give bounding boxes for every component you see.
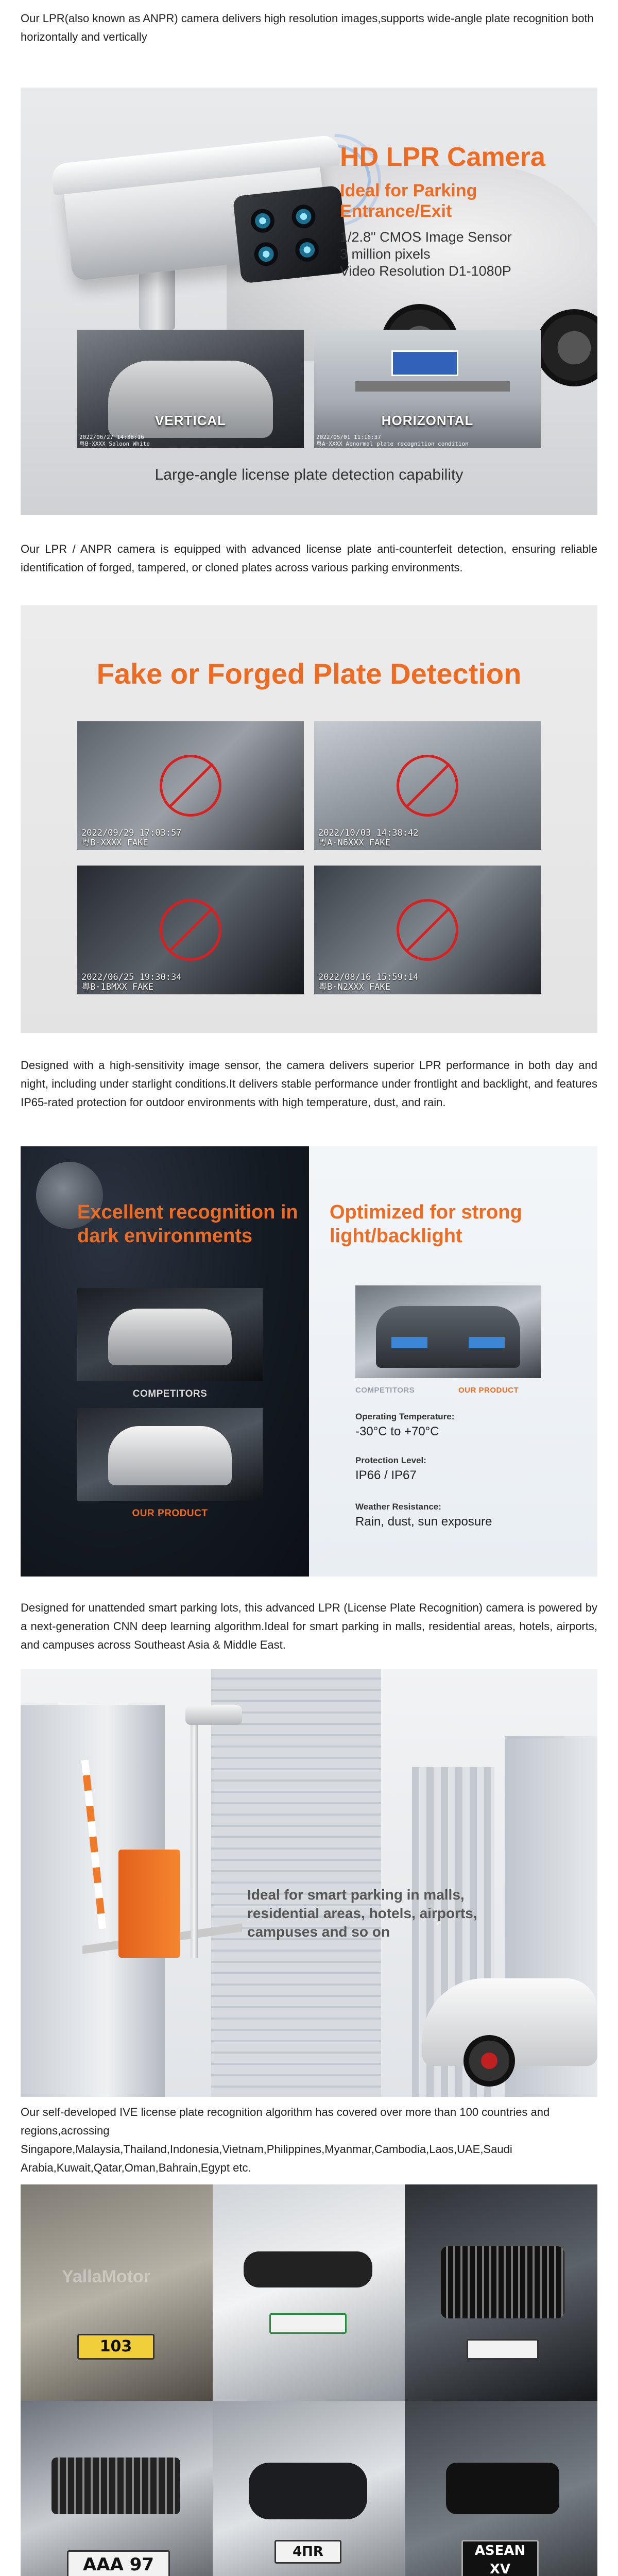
banner-title: Fake or Forged Plate Detection bbox=[96, 657, 522, 690]
car-wheel-image bbox=[464, 2035, 515, 2087]
fake-plate-detection-banner bbox=[21, 605, 597, 1033]
plate-grid-banner bbox=[21, 2184, 597, 2576]
license-plate: ASEAN XV bbox=[461, 2540, 539, 2576]
intro-paragraph-4: Designed for unattended smart parking lots, this advanced LPR (License Plate Recognition) camera is powered by a next-generation CNN deep learning algorithm.Ideal for smart parking in malls, residential areas, hotels, airports, and campuses across Southeast Asia & Middle East. bbox=[21, 1601, 597, 1651]
dark-environment-panel bbox=[21, 1146, 309, 1577]
coverage-line: Our self-developed IVE license plate recognition algorithm has covered over more than 100 countries and regions,acrossing bbox=[21, 2106, 550, 2137]
building-image bbox=[211, 1669, 381, 2097]
license-plate: 4ПR bbox=[274, 2540, 341, 2564]
timestamp: 2022/06/25 19:30:34 粤B·1BMXX FAKE bbox=[81, 972, 182, 992]
camera-pole-image bbox=[191, 1710, 198, 1958]
timestamp: 2022/08/16 15:59:14 粤B·N2XXX FAKE bbox=[318, 972, 419, 992]
banner-caption: Large-angle license plate detection capability bbox=[154, 466, 464, 483]
fake-plate-photo bbox=[314, 866, 541, 994]
car-photo bbox=[213, 2184, 405, 2401]
fake-plate-photo bbox=[77, 866, 304, 994]
license-plate bbox=[269, 2313, 347, 2334]
car-image bbox=[108, 1309, 232, 1365]
timestamp: 2022/05/01 11:16:37 粤A·XXXX Abnormal plate recognition condition bbox=[316, 434, 469, 447]
spec-value: -30°C to +70°C bbox=[355, 1425, 439, 1438]
backlight-panel bbox=[309, 1146, 597, 1577]
timestamp: 2022/06/27 14:38:16 粤B·XXXX Saloon White bbox=[79, 434, 150, 447]
competitors-label: COMPETITORS bbox=[355, 1386, 415, 1395]
license-plate bbox=[467, 2339, 539, 2360]
intro-paragraph-3: Designed with a high-sensitivity image sensor, the camera delivers superior LPR performance in both day and night, including under starlight conditions.It delivers stable performance under frontlight and backlight, and features IP65-rated protection for outdoor environments with high temperature, dust, and rain. bbox=[21, 1059, 597, 1109]
watermark-text: YallaMotor bbox=[62, 2267, 150, 2286]
car-grille-image bbox=[244, 2251, 372, 2287]
dark-heading: Excellent recognition in dark environments bbox=[77, 1201, 298, 1247]
prohibited-icon bbox=[397, 755, 458, 817]
prohibited-icon bbox=[160, 755, 221, 817]
spec-value: Rain, dust, sun exposure bbox=[355, 1515, 492, 1529]
banner-subtitle: Ideal for Parking Entrance/Exit bbox=[340, 181, 477, 221]
backlight-heading: Optimized for strong light/backlight bbox=[330, 1201, 522, 1247]
camera-image bbox=[185, 1705, 242, 1725]
camera-lens-icon bbox=[294, 237, 320, 263]
smart-parking-banner bbox=[21, 1669, 597, 2097]
fake-plate-photo bbox=[77, 721, 304, 850]
plate-image bbox=[391, 350, 458, 376]
timestamp: 2022/09/29 17:03:57 粤B·XXXX FAKE bbox=[81, 828, 182, 848]
car-grille-image bbox=[446, 2463, 559, 2514]
our-product-label: OUR PRODUCT bbox=[132, 1508, 208, 1519]
camera-lens-icon bbox=[253, 241, 279, 267]
car-photo bbox=[213, 2401, 405, 2576]
hd-lpr-camera-banner bbox=[21, 88, 597, 515]
plate-image bbox=[391, 1337, 427, 1348]
car-grille-image bbox=[52, 2458, 180, 2514]
vertical-thumbnail bbox=[77, 330, 304, 448]
spec-line: 1/2.8" CMOS Image Sensor bbox=[340, 229, 512, 245]
car-grille-image bbox=[441, 2246, 564, 2318]
competitors-label: COMPETITORS bbox=[132, 1388, 208, 1399]
lighting-performance-banner bbox=[21, 1146, 597, 1577]
license-plate: 103 bbox=[77, 2334, 154, 2360]
spec-label: Protection Level: bbox=[355, 1455, 426, 1465]
plate-image bbox=[469, 1337, 505, 1348]
desk-image bbox=[355, 381, 510, 392]
banner-title: HD LPR Camera bbox=[340, 142, 545, 172]
intro-paragraph-2: Our LPR / ANPR camera is equipped with advanced license plate anti-counterfeit detection, ensuring reliable identification of forged, tampered, or cloned plates across various parking environments. bbox=[21, 543, 597, 574]
spec-label: Operating Temperature: bbox=[355, 1412, 455, 1421]
horizontal-thumbnail bbox=[314, 330, 541, 448]
smart-parking-text: Ideal for smart parking in malls, residential areas, hotels, airports, campuses and so on bbox=[247, 1887, 477, 1940]
camera-lens-icon bbox=[250, 208, 276, 234]
fake-plate-photo bbox=[314, 721, 541, 850]
backlight-photo bbox=[355, 1285, 541, 1378]
our-product-night-photo bbox=[77, 1408, 263, 1501]
barrier-gate-image bbox=[118, 1850, 180, 1958]
car-photo bbox=[21, 2184, 213, 2401]
country-list: Singapore,Malaysia,Thailand,Indonesia,Vietnam,Philippines,Myanmar,Cambodia,Laos,UAE,Saudi Arabia,Kuwait,Qatar,Oman,Bahrain,Egypt etc. bbox=[21, 2143, 512, 2174]
thumbnail-label: VERTICAL bbox=[155, 413, 226, 428]
car-photo bbox=[21, 2401, 213, 2576]
camera-lens-icon bbox=[290, 204, 317, 230]
spec-line: 3 million pixels bbox=[340, 246, 431, 262]
car-grille-image bbox=[249, 2463, 367, 2519]
competitor-night-photo bbox=[77, 1288, 263, 1381]
intro-paragraph-1: Our LPR(also known as ANPR) camera delivers high resolution images,supports wide-angle plate recognition both horizontally and vertically bbox=[21, 12, 594, 43]
license-plate: AAA 97 bbox=[67, 2550, 170, 2576]
prohibited-icon bbox=[160, 899, 221, 961]
spec-label: Weather Resistance: bbox=[355, 1502, 441, 1512]
timestamp: 2022/10/03 14:38:42 粤A·N6XXX FAKE bbox=[318, 828, 419, 848]
car-photo bbox=[405, 2184, 597, 2401]
intro-paragraph-5 bbox=[21, 2103, 597, 2177]
prohibited-icon bbox=[397, 899, 458, 961]
car-photo bbox=[405, 2401, 597, 2576]
car-image bbox=[108, 1426, 232, 1485]
spec-line: Video Resolution D1-1080P bbox=[340, 263, 511, 279]
our-product-label: OUR PRODUCT bbox=[458, 1386, 519, 1395]
camera-lens-panel bbox=[233, 185, 350, 283]
thumbnail-label: HORIZONTAL bbox=[381, 413, 474, 428]
spec-value: IP66 / IP67 bbox=[355, 1468, 417, 1482]
